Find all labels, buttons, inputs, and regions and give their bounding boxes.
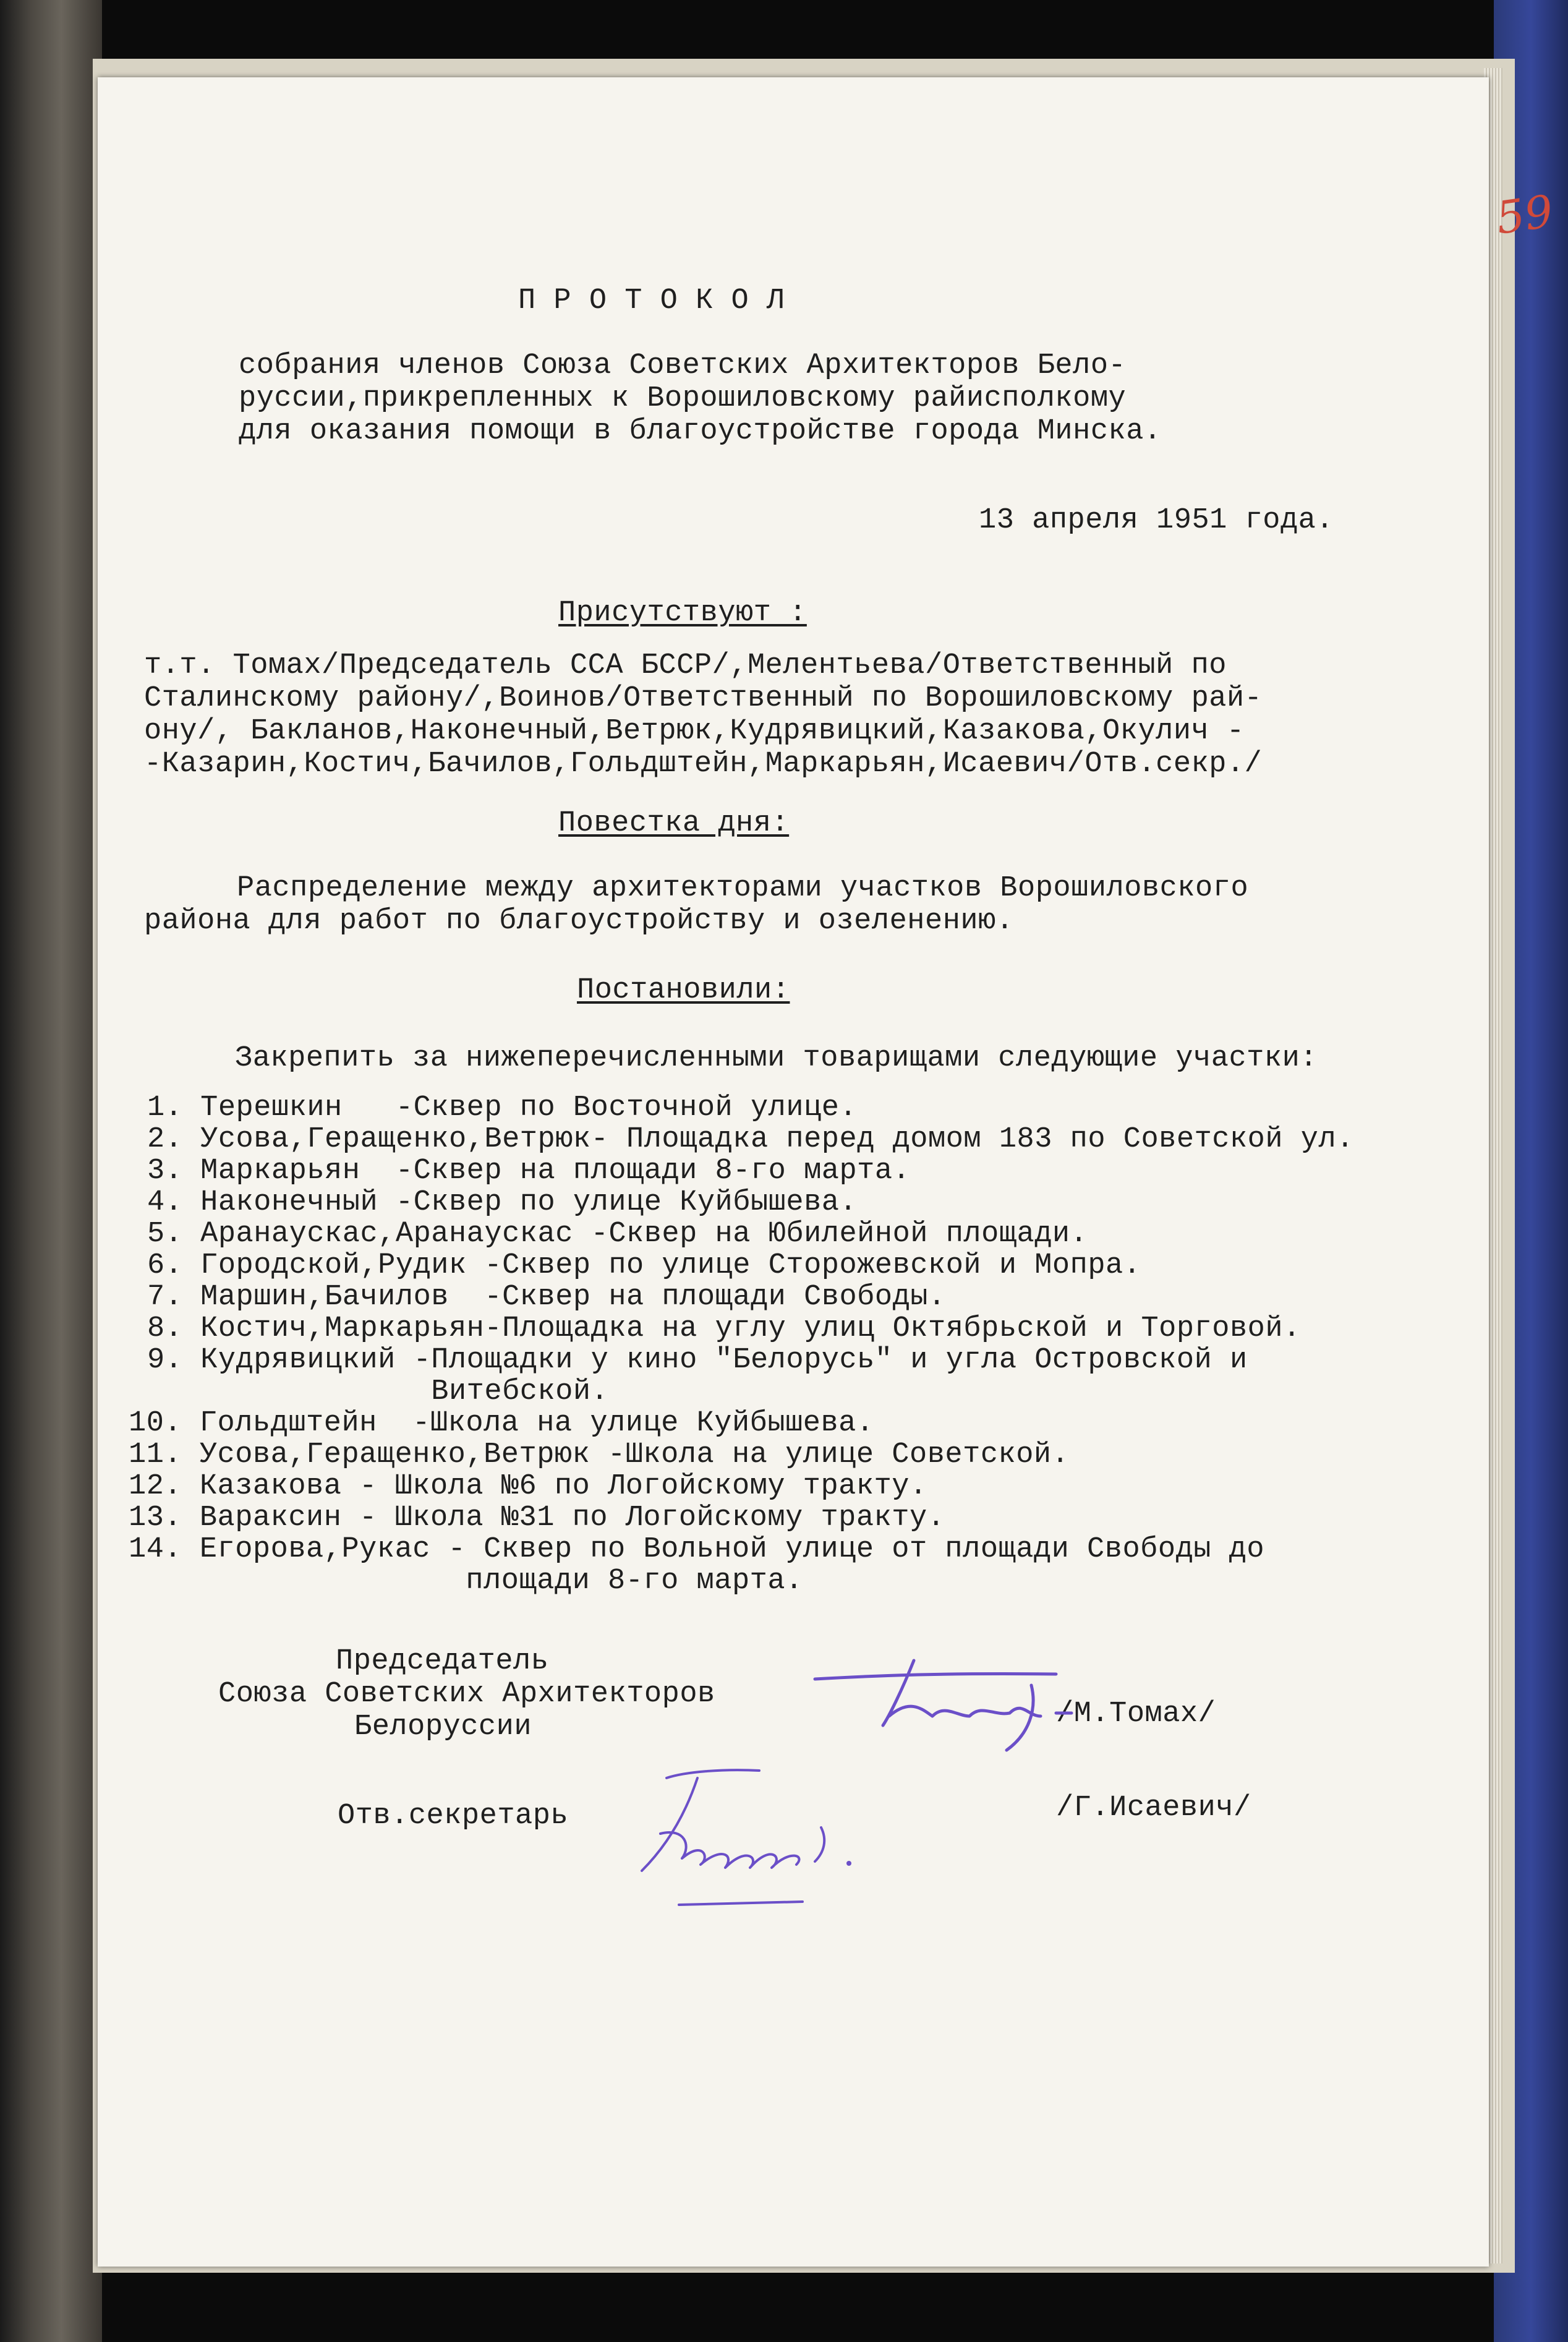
- secretary-name: /Г.Исаевич/: [1056, 1792, 1251, 1824]
- chair-title-line: Белоруссии: [354, 1711, 532, 1743]
- resolution-heading: Постановили:: [577, 974, 790, 1007]
- secretary-title: Отв.секретарь: [338, 1800, 569, 1832]
- resolution-item: 3. Маркарьян -Сквер на площади 8-го марта.: [147, 1155, 911, 1187]
- resolution-item: площади 8-го марта.: [129, 1565, 803, 1597]
- document-page: [98, 77, 1557, 2267]
- resolution-item: 5. Аранаускас,Аранаускас -Сквер на Юбилейной площади.: [147, 1218, 1088, 1250]
- resolution-item: 10. Гольдштейн -Школа на улице Куйбышева.: [129, 1407, 874, 1440]
- attendees-line: ону/, Бакланов,Наконечный,Ветрюк,Кудрявицкий,Казакова,Окулич -: [144, 715, 1245, 748]
- resolution-item: 11. Усова,Геращенко,Ветрюк -Школа на улице Советской.: [129, 1438, 1070, 1471]
- resolution-item: 12. Казакова - Школа №6 по Логойскому тракту.: [129, 1470, 927, 1503]
- page-title: П Р О Т О К О Л: [518, 284, 785, 317]
- folio-number: 59: [1493, 185, 1557, 244]
- resolution-item: 2. Усова,Геращенко,Ветрюк- Площадка перед домом 183 по Советской ул.: [147, 1123, 1354, 1156]
- attendees-heading: Присутствуют :: [558, 597, 807, 630]
- resolution-item: 6. Городской,Рудик -Сквер по улице Сторожевской и Мопра.: [147, 1249, 1141, 1282]
- subtitle-line: руссии,прикрепленных к Ворошиловскому райисполкому: [239, 382, 1127, 415]
- resolution-item: Витебской.: [147, 1375, 609, 1408]
- agenda-heading: Повестка дня:: [558, 807, 790, 840]
- resolution-item: 4. Наконечный -Сквер по улице Куйбышева.: [147, 1186, 858, 1219]
- document-date: 13 апреля 1951 года.: [979, 504, 1334, 537]
- binder-spine-left: [0, 0, 102, 2342]
- attendees-line: т.т. Томах/Председатель ССА БССР/,Мелентьева/Ответственный по: [144, 649, 1227, 682]
- subtitle-line: для оказания помощи в благоустройстве города Минска.: [239, 415, 1162, 448]
- resolution-item: 8. Костич,Маркарьян-Площадка на углу улиц Октябрьской и Торговой.: [147, 1312, 1301, 1345]
- resolution-item: 13. Вараксин - Школа №31 по Логойскому тракту.: [129, 1502, 945, 1534]
- agenda-line: Распределение между архитекторами участков Ворошиловского: [237, 872, 1249, 905]
- resolution-item: 9. Кудрявицкий -Площадки у кино "Белорусь" и угла Островской и: [147, 1344, 1248, 1377]
- attendees-line: -Казарин,Костич,Бачилов,Гольдштейн,Маркарьян,Исаевич/Отв.секр./: [144, 748, 1263, 780]
- chair-title-line: Председатель: [336, 1645, 549, 1678]
- chair-name: /М.Томах/: [1056, 1698, 1216, 1730]
- resolution-item: 14. Егорова,Рукас - Сквер по Вольной улице от площади Свободы до: [129, 1533, 1265, 1566]
- resolution-intro: Закрепить за нижеперечисленными товарищами следующие участки:: [235, 1042, 1318, 1075]
- chair-signature: [796, 1623, 1143, 1766]
- attendees-line: Сталинскому району/,Воинов/Ответственный по Ворошиловскому рай-: [144, 682, 1263, 715]
- secretary-signature: [617, 1753, 939, 1914]
- chair-title-line: Союза Советских Архитекторов: [218, 1678, 715, 1711]
- agenda-line: района для работ по благоустройству и озеленению.: [144, 905, 1014, 938]
- subtitle-line: собрания членов Союза Советских Архитекторов Бело-: [239, 349, 1127, 382]
- resolution-item: 7. Маршин,Бачилов -Сквер на площади Свободы.: [147, 1281, 946, 1314]
- resolution-item: 1. Терешкин -Сквер по Восточной улице.: [147, 1092, 858, 1124]
